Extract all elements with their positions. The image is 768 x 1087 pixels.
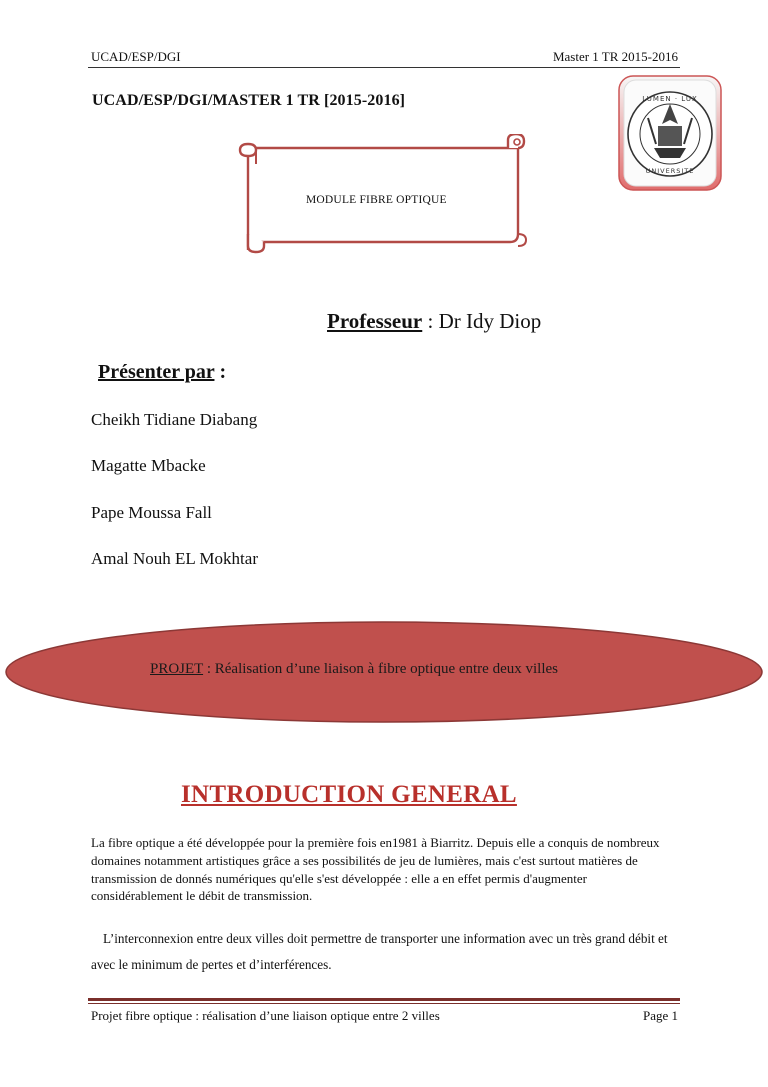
footer-rule-thick xyxy=(88,998,680,1001)
introduction-paragraph-1: La fibre optique a été développée pour la première fois en1981 à Biarritz. Depuis elle a conquis de nombreux domaines notamment artistiques grâce a ses possibilités de jeu de lumières, mais c'est surtout matières de transmission de donnés numériques qu'elle s'est développée : elle a en effet permis d'augmenter considérablement le débit de transmission. xyxy=(91,835,660,904)
presented-by-heading xyxy=(98,361,226,384)
introduction-paragraph-2: L’interconnexion entre deux villes doit permettre de transporter une information avec un très grand débit et avec le minimum de pertes et d’interférences. xyxy=(91,931,668,972)
project-label: PROJET xyxy=(150,661,204,677)
page-number: Page 1 xyxy=(642,1008,678,1023)
professor-name: : Dr Idy Diop xyxy=(422,309,542,333)
header-right: Master 1 TR 2015-2016 xyxy=(552,49,678,64)
member-name: Cheikh Tidiane Diabang xyxy=(91,410,258,429)
professor-label: Professeur xyxy=(327,309,423,333)
svg-text:UNIVERSITE: UNIVERSITE xyxy=(645,167,695,175)
professor-line xyxy=(327,309,541,334)
project-title: : Réalisation d’une liaison à fibre optique entre deux villes xyxy=(203,661,558,677)
presented-by-colon: : xyxy=(214,361,227,383)
module-title: MODULE FIBRE OPTIQUE xyxy=(306,194,447,206)
member-name: Amal Nouh EL Mokhtar xyxy=(91,549,258,568)
header-rule xyxy=(88,67,680,68)
project-line xyxy=(150,661,558,678)
introduction-title: INTRODUCTION GENERAL xyxy=(181,781,517,808)
member-name: Magatte Mbacke xyxy=(91,456,206,475)
document-title: UCAD/ESP/DGI/MASTER 1 TR [2015-2016] xyxy=(92,92,406,109)
university-seal xyxy=(618,74,722,192)
footer-left: Projet fibre optique : réalisation d’une liaison optique entre 2 villes xyxy=(91,1008,440,1023)
presented-by-label: Présenter par xyxy=(98,361,215,383)
header-left: UCAD/ESP/DGI xyxy=(91,49,181,64)
footer-rule-thin xyxy=(88,1003,680,1004)
member-name: Pape Moussa Fall xyxy=(91,503,212,522)
svg-text:LUMEN · LUX: LUMEN · LUX xyxy=(642,95,698,103)
